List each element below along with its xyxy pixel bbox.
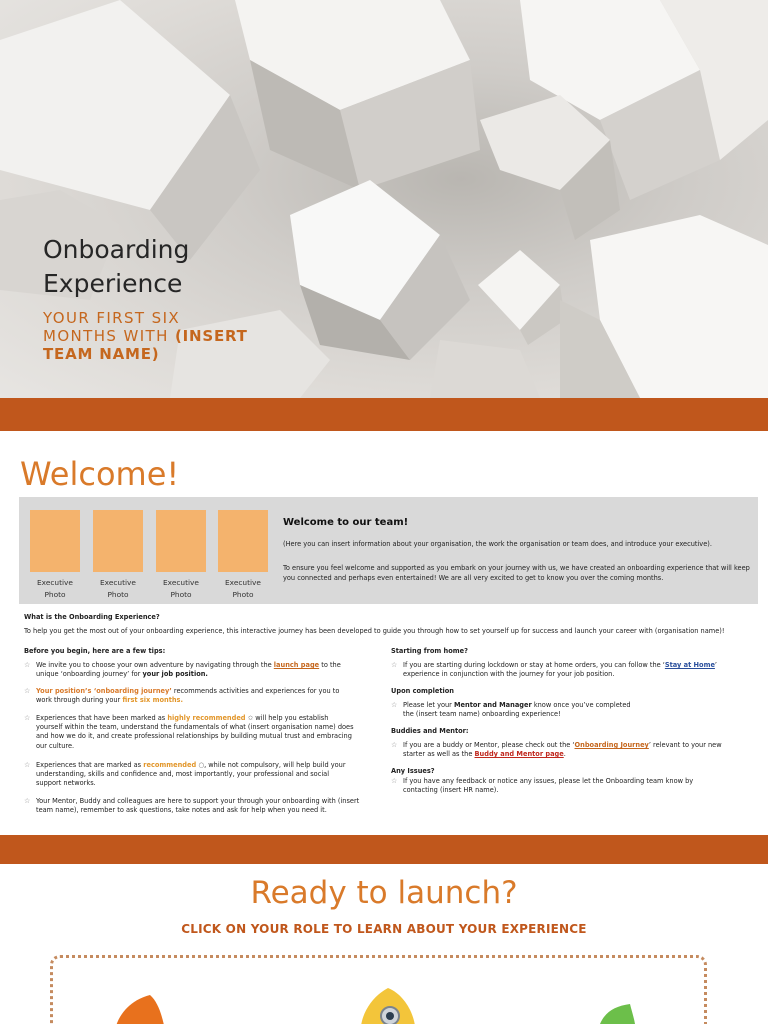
star-icon: ☆: [24, 687, 31, 695]
completion-heading: Upon completion: [391, 687, 454, 695]
welcome-title: Welcome!: [20, 455, 180, 493]
launch-page-link[interactable]: launch page: [273, 661, 320, 669]
executive-photo-label: Executive Photo: [37, 578, 73, 599]
executive-photo-placeholder: [30, 510, 80, 572]
star-icon: ☆: [24, 714, 31, 722]
star-icon: ☆: [391, 701, 398, 709]
tip-item: ☆ Your Mentor, Buddy and colleagues are here to support your through your onboarding with (insert team name), remember to ask questions, take notes and ask for help when you need it.: [24, 797, 360, 815]
what-is-section: [24, 613, 754, 636]
launch-subtitle: CLICK ON YOUR ROLE TO LEARN ABOUT YOUR EXPERIENCE: [181, 922, 587, 936]
what-is-heading: What is the Onboarding Experience?: [24, 613, 160, 621]
tip-item: ☆ Your position’s ‘onboarding journey’ recommends activities and experiences for you to work through during your first six months.: [24, 687, 340, 705]
star-icon: ☆: [24, 661, 31, 669]
rocket-green-icon[interactable]: [590, 1004, 640, 1024]
hero-title-line2: Experience: [43, 269, 183, 298]
executive-photo-placeholder: [156, 510, 206, 572]
team-welcome-text: To ensure you feel welcome and supported as you embark on your journey with us, we have created an onboarding experience that will keep you connected and perhaps even entertained! We are all very excited to get to know you over the coming months.: [283, 564, 750, 582]
star-icon: ☆: [24, 797, 31, 805]
tips-heading: Before you begin, here are a few tips:: [24, 647, 166, 655]
star-icon: ☆: [391, 777, 398, 785]
executive-photo-placeholder: [93, 510, 143, 572]
team-intro-text: (Here you can insert information about your organisation, the work the organisation or team does, and introduce your executive).: [283, 540, 712, 548]
hero-title-line1: Onboarding: [43, 235, 190, 264]
what-is-text: To help you get the most out of your onboarding experience, this interactive journey has been developed to guide you through how to set yourself up for success and launch your career with (organisation name)!: [24, 627, 725, 636]
hero-subtitle-line2-bold: (INSERT: [174, 327, 248, 345]
info-item: ☆ If you have any feedback or notice any issues, please let the Onboarding team know by contacting (insert HR name).: [391, 777, 694, 795]
buddy-mentor-page-link[interactable]: Buddy and Mentor page: [474, 750, 564, 759]
star-icon: ☆: [391, 741, 398, 749]
hero-subtitle-line1: YOUR FIRST SIX: [43, 309, 181, 327]
hero-banner: [0, 0, 768, 398]
divider-band-top: [0, 398, 768, 431]
stay-at-home-link[interactable]: Stay at Home: [664, 661, 715, 669]
star-icon: ☆: [24, 761, 31, 769]
tip-item: ☆ We invite you to choose your own adventure by navigating through the launch page to the unique ‘onboarding journey’ for your job position.: [24, 661, 341, 679]
team-welcome-heading: Welcome to our team!: [283, 517, 409, 528]
divider-band-bottom: [0, 835, 768, 864]
buddies-heading: Buddies and Mentor:: [391, 727, 469, 735]
hero-title: [43, 233, 189, 301]
tip-item: ☆ Experiences that have been marked as highly recommended ✩ will help you establish yourself within the team, understand the fundamentals of what (insert organisation name) does and how we do it, and create professional relationships by building mutual trust and embracing our culture.: [24, 714, 354, 750]
hero-subtitle-line3-bold: TEAM NAME): [43, 345, 160, 363]
onboarding-journey-link[interactable]: Onboarding Journey: [574, 741, 649, 749]
launch-title: Ready to launch?: [250, 875, 518, 911]
rocket-orange-icon[interactable]: [110, 990, 170, 1024]
welcome-panel: [19, 497, 758, 604]
info-item: ☆ If you are a buddy or Mentor, please check out the ‘Onboarding Journey’ relevant to your new starter as well as the Buddy and Mentor page.: [391, 741, 722, 759]
info-item: ☆ Please let your Mentor and Manager know once you’ve completed the (insert team name) onboarding experience!: [391, 701, 631, 719]
info-item: ☆ If you are starting during lockdown or stay at home orders, you can follow the ‘Stay at Home’ experience in conjunction with the journey for your job position.: [391, 661, 718, 679]
tip-item: ☆ Experiences that are marked as recommended ○, while not compulsory, will help build your understanding, skills and confidence and, most importantly, your professional and social support networks.: [24, 761, 346, 788]
executive-photo-label: Executive Photo: [100, 578, 136, 599]
hero-subtitle-line2: MONTHS WITH: [43, 327, 175, 345]
executive-photo-placeholder: [218, 510, 268, 572]
starting-home-heading: Starting from home?: [391, 647, 468, 655]
hero-subtitle: [43, 309, 273, 363]
issues-heading: Any Issues?: [391, 767, 435, 775]
recommended-circle-icon: ○: [198, 761, 205, 769]
executive-photo-label: Executive Photo: [225, 578, 261, 599]
highly-recommended-star-icon: ✩: [247, 714, 254, 722]
executive-photo-label: Executive Photo: [163, 578, 199, 599]
star-icon: ☆: [391, 661, 398, 669]
rocket-yellow-icon[interactable]: [358, 986, 418, 1024]
